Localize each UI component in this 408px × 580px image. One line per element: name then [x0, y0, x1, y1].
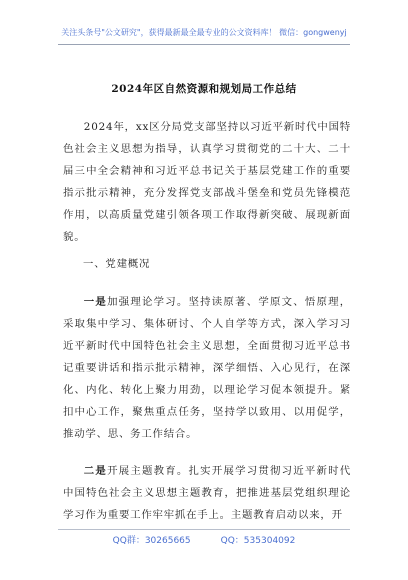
section-heading-party-overview: 一、党建概况	[83, 258, 151, 270]
item-2-text: 开展主题教育。扎实开展学习贯彻习近平新时代中国特色社会主义思想主题教育，把推进基层党组织理论学习作为重要工作牢牢抓在手上。主题教育启动以来，开	[63, 465, 351, 521]
header-divider	[58, 44, 350, 45]
item-2-lead: 二是	[83, 465, 108, 477]
footer-contact	[0, 533, 408, 546]
item-1-paragraph	[63, 291, 351, 445]
intro-paragraph: 2024年，xx区分局党支部坚持以习近平新时代中国特色社会主义思想为指导，认真学习贯彻党的二十大、二十届三中全会精神和习近平总书记关于基层党建工作的重要指示批示精神，充分发挥党支部战斗堡垒和党员先锋模范作用，以高质量党建引领各项工作取得新突破、展现新面貌。	[63, 121, 351, 243]
item-2-paragraph	[63, 460, 351, 526]
item-1-lead: 一是	[83, 296, 108, 308]
footer-divider	[58, 529, 350, 530]
document-title: 2024年区自然资源和规划局工作总结	[111, 83, 297, 95]
footer-qq: QQ：535304092	[220, 536, 296, 546]
item-1-text: 加强理论学习。坚持读原著、学原文、悟原理，采取集中学习、集体研讨、个人自学等方式，深入学习习近平新时代中国特色社会主义思想，全面贯彻习近平总书记重要讲话和指示批示精神，深学细悟、入心见行，在深化、内化、转化上聚力用劲，以理论学习促本领提升。紧扣中心工作，聚焦重点任务，坚持学以致用、以用促学，推动学、思、务工作结合。	[63, 296, 351, 440]
header-promo-note: 关注头条号"公文研究"，获得最新最全最专业的公文资料库！ 微信：gongwenyj	[61, 28, 347, 37]
footer-qq-group: QQ群：30265665	[112, 536, 191, 546]
